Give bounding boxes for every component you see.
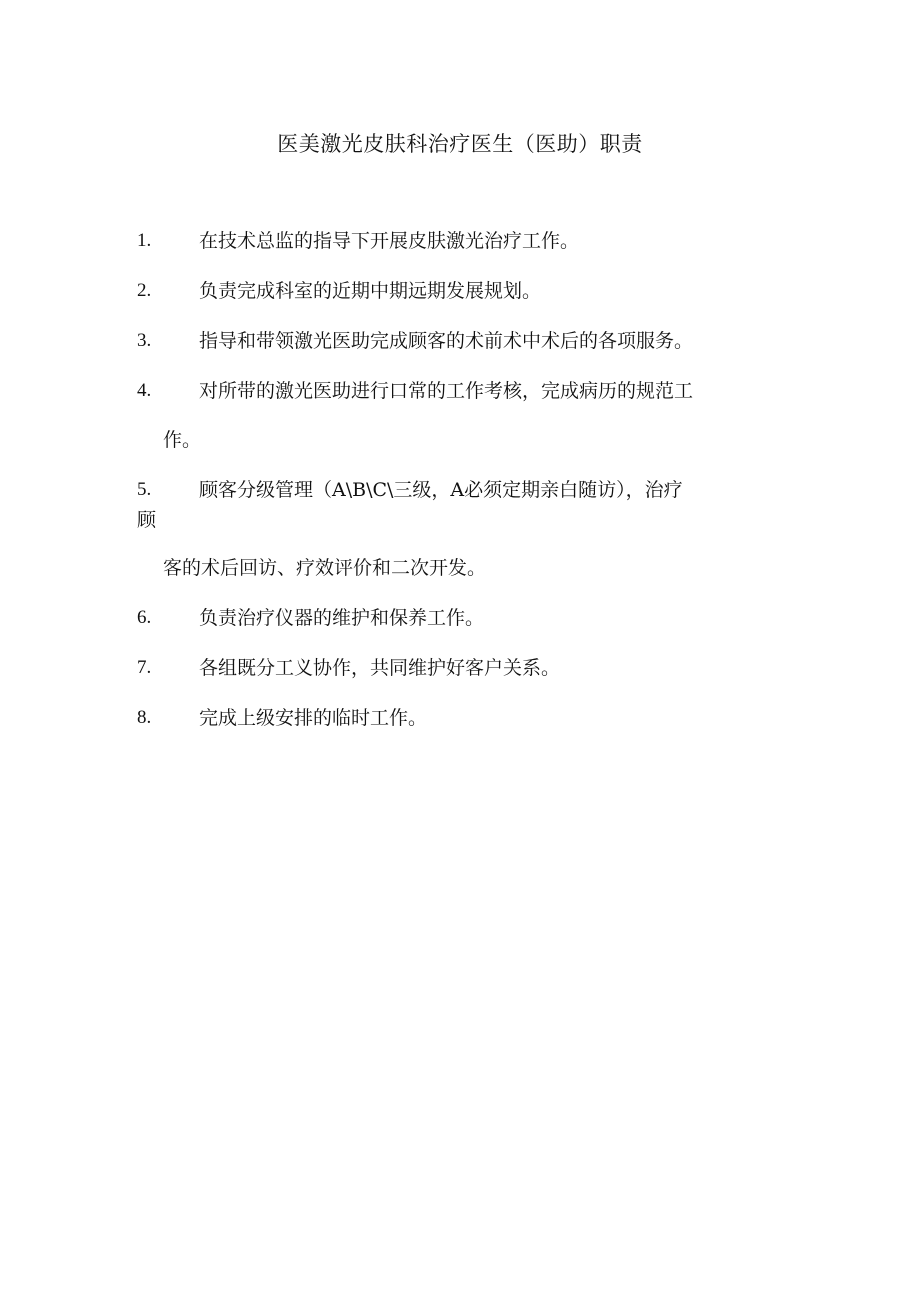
item-continuation: 作。 [163,429,202,451]
item-text: 在技术总监的指导下开展皮肤激光治疗工作。 [199,230,580,252]
item-text: 各组既分工义协作，共同维护好客户关系。 [199,657,561,679]
item-number: 7. [137,657,152,678]
item-number: 1. [137,230,152,251]
list-item-5 [0,474,920,506]
item-number: 8. [137,707,152,728]
item-number: 4. [137,380,152,401]
list-item-3 [0,325,920,357]
item-text: 顾客分级管理（A\B\C\三级，A必须定期亲白随访），治疗 [199,479,683,501]
item-text: 负责完成科室的近期中期远期发展规划。 [199,280,542,302]
list-item-8 [0,702,920,734]
list-item-6 [0,602,920,634]
list-item-2 [0,275,920,307]
item-text: 完成上级安排的临时工作。 [199,707,428,729]
list-item-5-continuation [0,552,920,584]
list-item-5-wrap [0,504,920,536]
list-item-4-continuation [0,424,920,456]
item-number: 6. [137,607,152,628]
list-item-4 [0,375,920,407]
item-wrap-tail: 顾 [137,509,157,531]
item-number: 5. [137,479,152,500]
item-text: 对所带的激光医助进行口常的工作考核，完成病历的规范工 [199,380,694,402]
document-title: 医美激光皮肤科治疗医生（医助）职责 [277,132,643,156]
item-continuation: 客的术后回访、疗效评价和二次开发。 [163,557,487,579]
list-item-7 [0,652,920,684]
list-item-1 [0,225,920,257]
item-text: 指导和带领激光医助完成顾客的术前术中术后的各项服务。 [199,330,694,352]
item-text: 负责治疗仪器的维护和保养工作。 [199,607,485,629]
item-number: 3. [137,330,152,351]
item-number: 2. [137,280,152,301]
